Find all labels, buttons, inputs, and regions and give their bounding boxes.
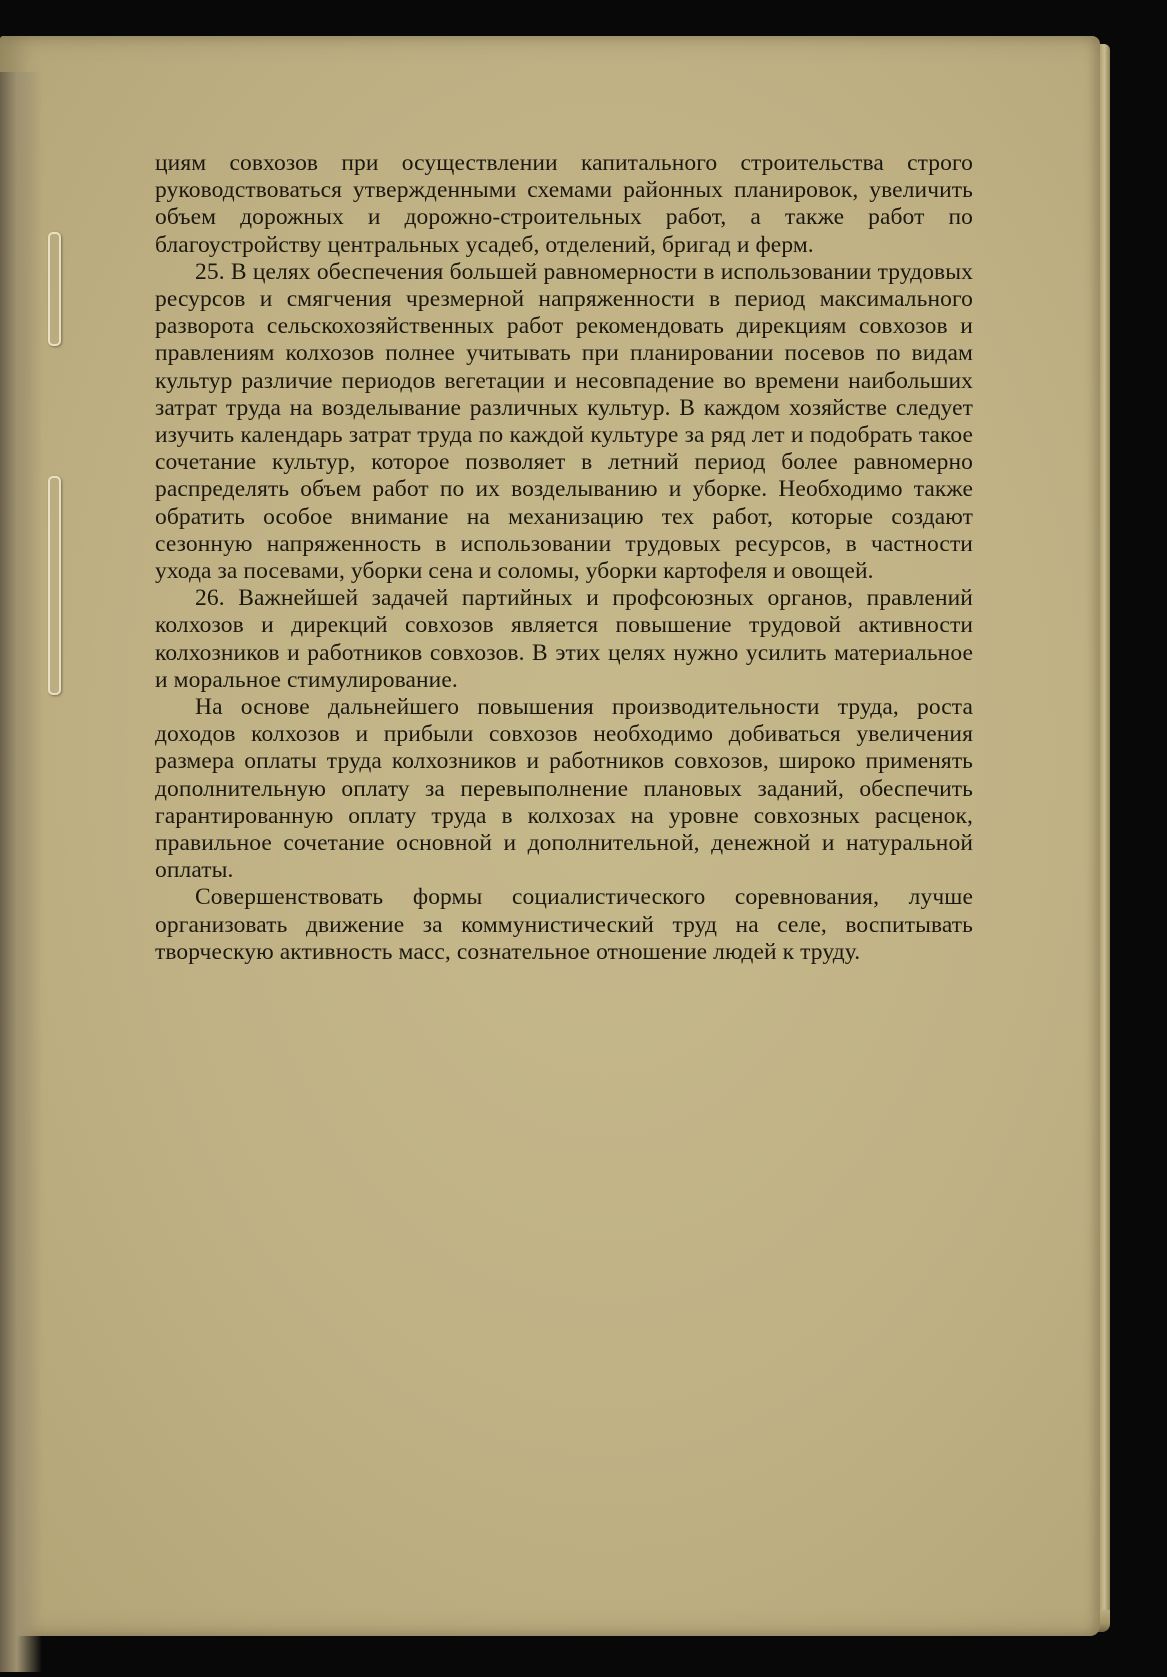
binding-stitch (48, 476, 61, 695)
paragraph-continuation: циям совхозов при осуществлении капитального строительства строго руководствоваться утвержденными схемами районных планировок, увеличить объем дорожных и дорожно-строительных работ, а также работ по благоустройству центральных усадеб, отделений, бригад и ферм. (155, 150, 973, 258)
body-text (155, 150, 973, 966)
paragraph-pay: На основе дальнейшего повышения производительности труда, роста доходов колхозов и прибыли совхозов необходимо добиваться увеличения размера оплаты труда колхозников и работников совхозов, широко применять дополнительную оплату за перевыполнение плановых заданий, обеспечить гарантированную оплату труда в колхозах на уровне совхозных расценок, правильное сочетание основной и дополнительной, денежной и натуральной оплаты. (155, 694, 973, 884)
paragraph-competition: Совершенствовать формы социалистического соревнования, лучше организовать движение за коммунистический труд на селе, воспитывать творческую активность масс, сознательное отношение людей к труду. (155, 884, 973, 965)
paragraph-25: 25. В целях обеспечения большей равномерности в использовании трудовых ресурсов и смягчения чрезмерной напряженности в период максимального разворота сельскохозяйственных работ рекомендовать дирекциям совхозов и правлениям колхозов полнее учитывать при планировании посевов по видам культур различие периодов вегетации и несовпадение во времени наибольших затрат труда на возделывание различных культур. В каждом хозяйстве следует изучить календарь затрат труда по каждой культуре за ряд лет и подобрать такое сочетание культур, которое позволяет в летний период более равномерно распределять объем работ по их возделыванию и уборке. Необходимо также обратить особое внимание на механизацию тех работ, которые создают сезонную напряженность в использовании трудовых ресурсов, в частности ухода за посевами, уборки сена и соломы, уборки картофеля и овощей. (155, 258, 973, 585)
binding-stitch (48, 232, 61, 346)
spine-shadow (0, 72, 42, 1672)
paragraph-26: 26. Важнейшей задачей партийных и профсоюзных органов, правлений колхозов и дирекций совхозов является повышение трудовой активности колхозников и работников совхозов. В этих целях нужно усилить материальное и моральное стимулирование. (155, 585, 973, 693)
